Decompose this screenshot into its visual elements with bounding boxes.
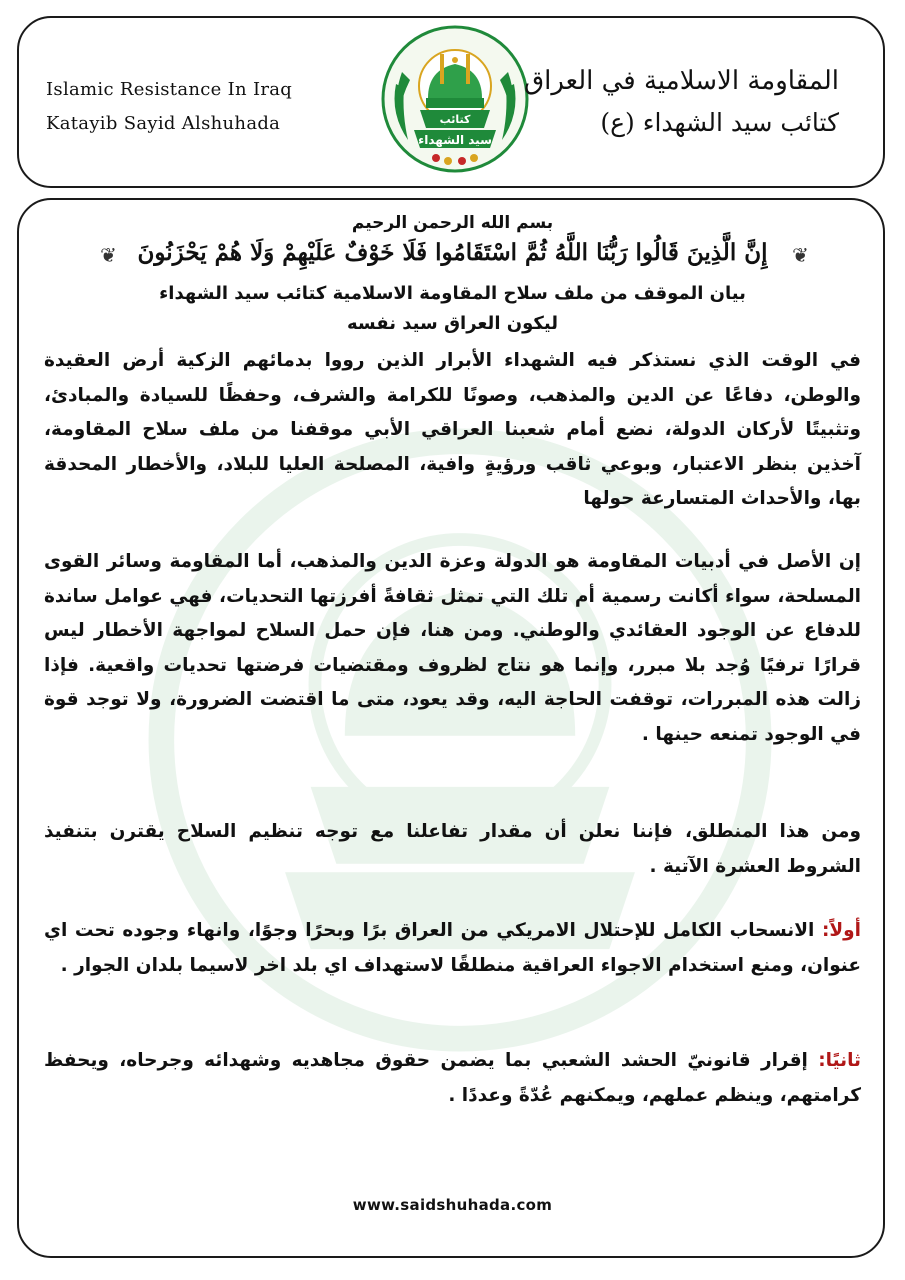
logo-text-bottom: سيد الشهداء [418,133,492,147]
condition-text-1: الانسحاب الكامل للإحتلال الامريكي من العراق برًا وبحرًا وجوًا، وانهاء وجوده تحت اي عنوان، ومنع استخدام الاجواء العراقية منطلقًا لاستهداف اي بلد اخر لاسيما بلدان الجوار . [44,920,861,976]
arabic-org-name: المقاومة الاسلامية في العراق [523,66,839,96]
condition-text-2: إقرار قانونيّ الحشد الشعبي بما يضمن حقوق مجاهديه وشهدائه وجرحاه، ويحفظ كرامتهم، وينظم عملهم، ويمكنهم عُدّةً وعددًا . [44,1050,861,1106]
english-brigade-name: Katayib Sayid Alshuhada [46,113,281,134]
organization-logo [380,24,530,174]
condition-label-2: ثانيًا: [818,1050,861,1071]
statement-title: بيان الموقف من ملف سلاح المقاومة الاسلامية كتائب سيد الشهداء [159,283,746,304]
paragraph-intro: في الوقت الذي نستذكر فيه الشهداء الأبرار الذين رووا بدمائهم الزكية أرض العقيدة والوطن، دفاعًا عن الدين والمذهب، وصونًا للكرامة والشرف، وحفظًا للسيادة والمبادئ، وتثبيتًا لأركان الدولة، نضع أمام شعبنا العراقي الأبي موقفنا من ملف سلاح المقاومة، آخذين بنظر الاعتبار، وبوعي ثاقب ورؤيةٍ وافية، المصلحة العليا للبلاد، والأخطار المحدقة بها، والأحداث المتسارعة حولها [44,350,861,509]
ornament-right-icon: ❦ [792,243,809,267]
website-link[interactable]: www.saidshuhada.com [352,1196,553,1214]
paragraph-conditions-intro: ومن هذا المنطلق، فإننا نعلن أن مقدار تفاعلنا مع توجه تنظيم السلاح يقترن بتنفيذ الشروط العشرة الآتية . [44,821,861,877]
quran-verse: إِنَّ الَّذِينَ قَالُوا رَبُّنَا اللَّهُ ثُمَّ اسْتَقَامُوا فَلَا خَوْفٌ عَلَيْهِمْ وَلَا هُمْ يَحْزَنُونَ [137,239,768,266]
condition-item-2 [44,1044,861,1113]
paragraph-principle: إن الأصل في أدبيات المقاومة هو الدولة وعزة الدين والمذهب، أما المقاومة وسائر القوى المسلحة، سواء أكانت رسمية أم تلك التي تمثل ثقافةً أفرزتها التحديات، فهي عوامل ساندة للدفاع عن الوجود العقائدي والوطني. ومن هنا، فإن حمل السلاح لمواجهة الأخطار ليس قرارًا ترفيًا وُجد بلا مبرر، وإنما هو نتاج لظروف ومقتضيات فرضتها تحديات واقعية. فإذا زالت هذه المبررات، توقفت الحاجة اليه، وقد يعود، متى ما اقتضت الضرورة، ولا توجد قوة في الوجود تمنعه حينها . [44,551,861,745]
english-org-name: Islamic Resistance In Iraq [46,79,293,100]
condition-item-1 [44,914,861,983]
statement-slogan: ليكون العراق سيد نفسه [347,313,558,334]
ornament-left-icon: ❦ [100,243,117,267]
basmala: بسم الله الرحمن الرحيم [351,213,554,233]
condition-label-1: أولاً: [821,920,861,941]
arabic-brigade-name: كتائب سيد الشهداء (ع) [600,108,839,137]
logo-text-top: كتائب [439,113,471,126]
